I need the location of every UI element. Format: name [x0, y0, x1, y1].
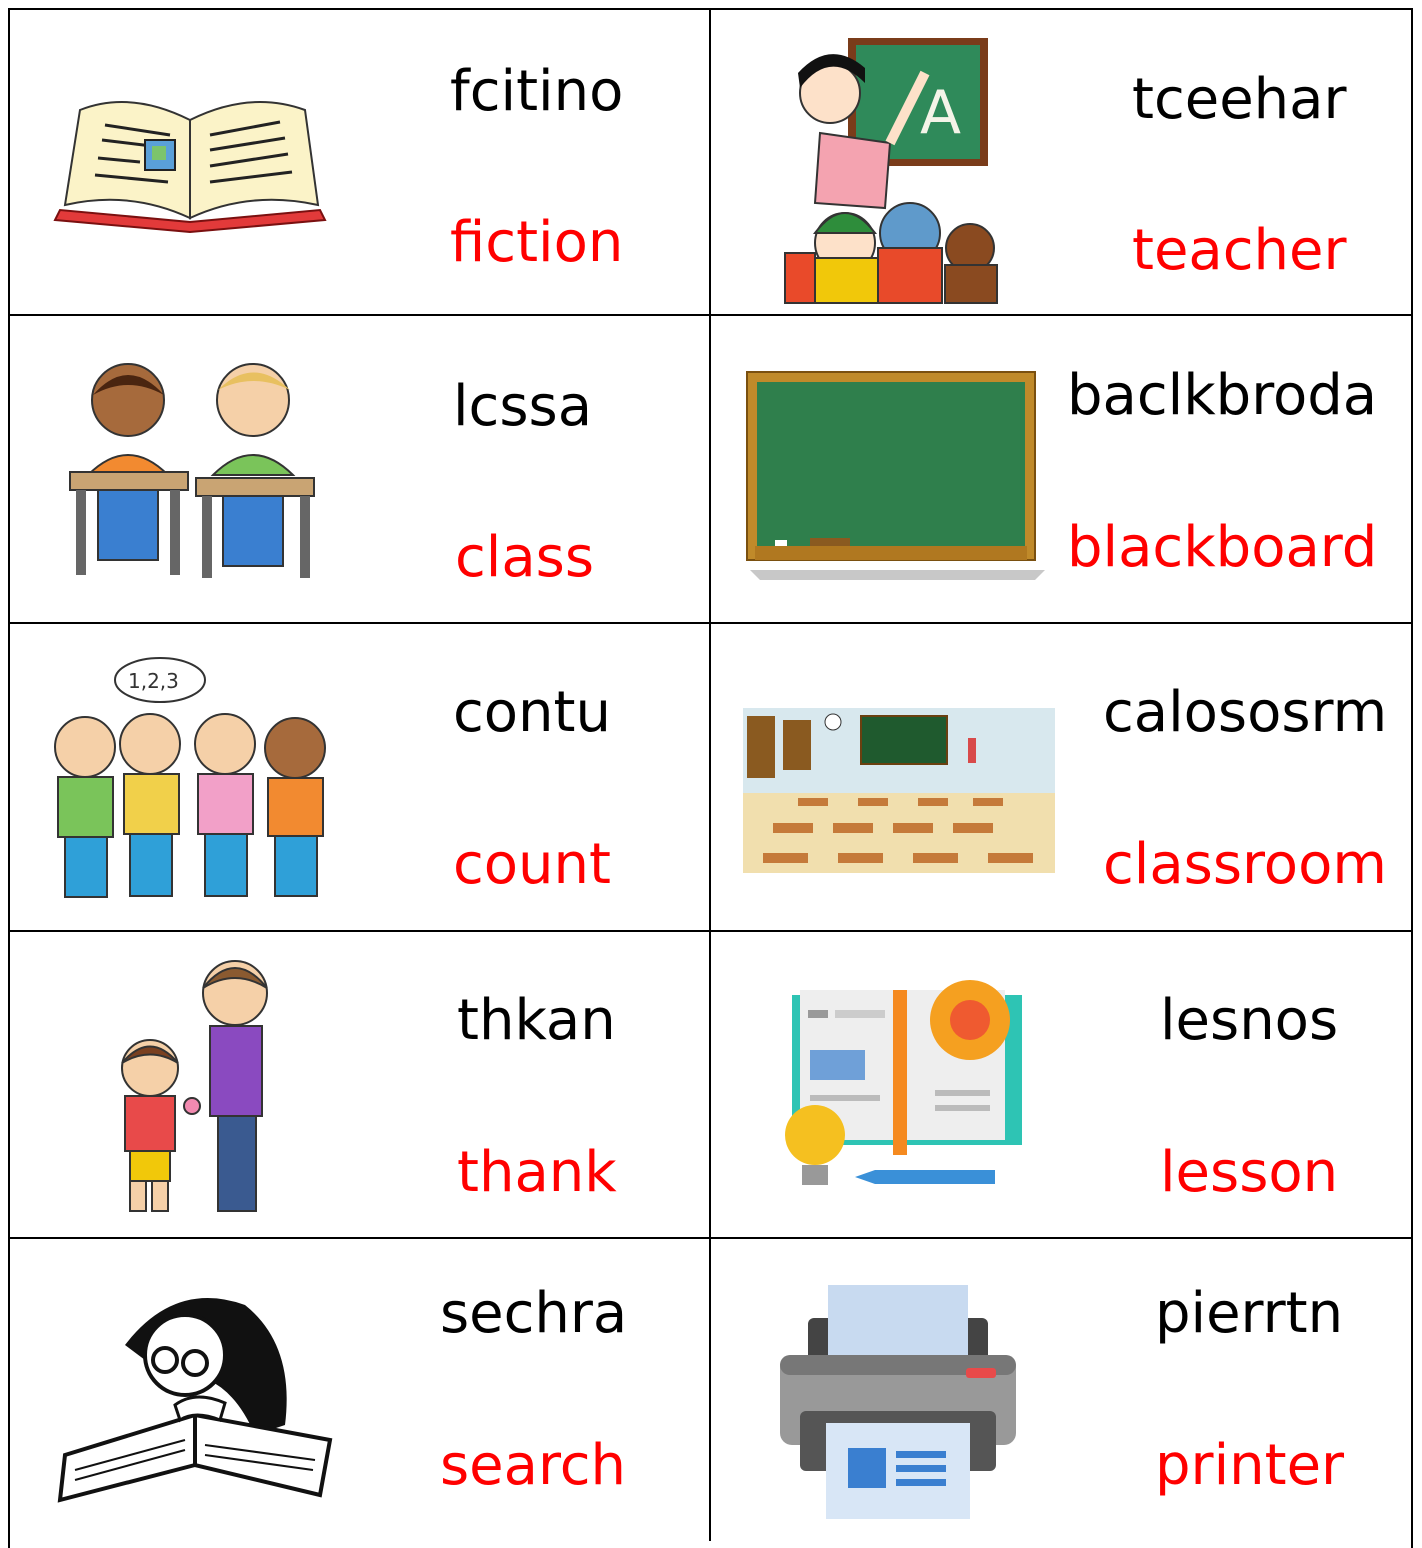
printer-icon	[778, 1283, 1018, 1523]
scrambled-word: calososrm	[1103, 680, 1388, 745]
scrambled-word: tceehar	[1132, 67, 1347, 132]
classroom-icon	[743, 708, 1055, 873]
scrambled-word: sechra	[440, 1281, 628, 1346]
scrambled-word: pierrtn	[1155, 1281, 1344, 1346]
children-counting-icon	[50, 652, 340, 902]
chalk-letter: A	[920, 78, 962, 148]
answer-word: thank	[457, 1140, 617, 1205]
answer-word: teacher	[1132, 218, 1347, 283]
students-at-desks-icon	[68, 360, 318, 582]
answer-word: class	[455, 525, 595, 590]
answer-word: count	[453, 832, 611, 897]
answer-word: lesson	[1160, 1140, 1339, 1205]
answer-word: fiction	[450, 210, 624, 275]
answer-word: classroom	[1103, 832, 1387, 897]
answer-word: printer	[1155, 1433, 1345, 1498]
answer-word: blackboard	[1067, 515, 1378, 580]
scrambled-word: contu	[453, 680, 611, 745]
answer-word: search	[440, 1433, 627, 1498]
speech-bubble-text: 1,2,3	[128, 669, 179, 693]
scrambled-word: thkan	[457, 988, 616, 1053]
open-book-icon	[50, 90, 330, 240]
lesson-book-icon	[780, 970, 1025, 1195]
scrambled-word: lesnos	[1160, 988, 1339, 1053]
scrambled-word: lcssa	[453, 374, 593, 439]
scrambled-word: baclkbroda	[1067, 363, 1378, 428]
column-divider	[709, 8, 711, 1541]
blackboard-icon	[745, 370, 1050, 582]
child-giving-flower-icon	[100, 958, 285, 1216]
scrambled-word: fcitino	[450, 59, 624, 124]
man-reading-book-icon	[55, 1285, 340, 1505]
teacher-icon	[780, 33, 1010, 305]
